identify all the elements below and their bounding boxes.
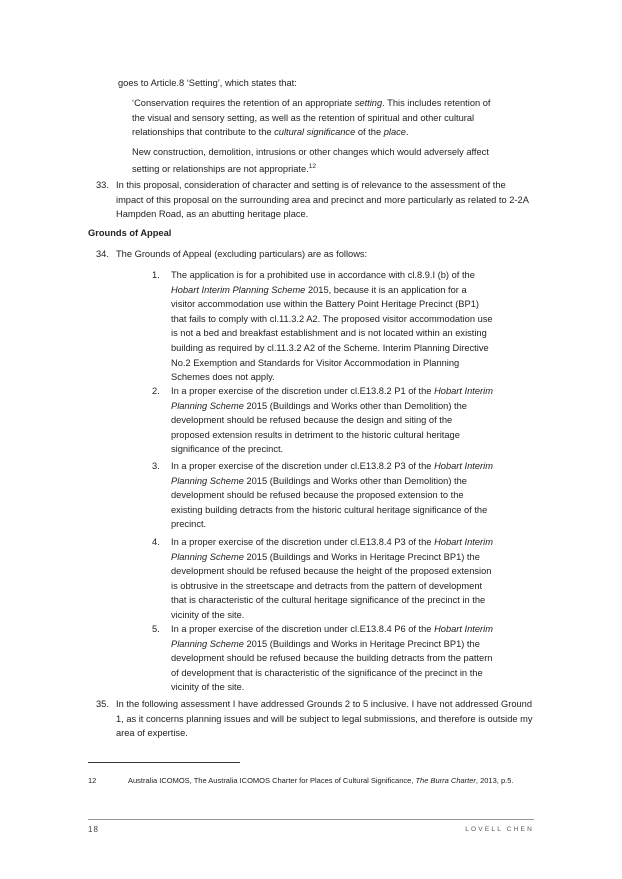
ground-2-text-b: 2015 (Buildings and Works other than Demolition) the development should be refused because the design and siting of the proposed extension results in detriment to the historic cultural heritage significance of the precinct.	[171, 400, 467, 455]
ground-1-scheme-name: Hobart Interim Planning Scheme	[171, 284, 306, 295]
quote-paragraph-1	[132, 96, 500, 140]
para-33-number: 33.	[96, 180, 109, 190]
ground-1-text-b: 2015, because it is an application for a visitor accommodation use within the Battery Point Heritage Precinct (BP1) that fails to comply with cl.11.3.2 A2. The proposed visitor accommodation use is not a bed and breakfast establishment and is not located within an existing building as required by cl.11.3.2 A2 of the Scheme. Interim Planning Directive No.2 Exemption and Standards for Visitor Accommodation in Planning Schemes does not apply.	[171, 284, 493, 383]
quote1-pre: ‘Conservation requires the retention of an appropriate	[132, 98, 355, 108]
ground-4-scheme-name: Hobart Interim Planning Scheme	[171, 537, 493, 562]
para-35-number: 35.	[96, 699, 109, 709]
ground-5-number: 5.	[152, 624, 160, 634]
ground-1-number: 1.	[152, 270, 160, 280]
intro-text: goes to Article.8 ‘Setting’, which states that:	[118, 78, 297, 88]
quote1-em-place: place	[383, 127, 406, 138]
ground-3-text	[171, 459, 493, 532]
footer-divider	[88, 819, 534, 820]
footnote-text-post: , 2013, p.5.	[475, 776, 514, 785]
ground-2-text	[171, 384, 493, 457]
quote1-mid: . This includes retention of the visual and sensory setting, as well as the retention of spiritual and other cultural relationships that contribute to the	[132, 98, 491, 138]
ground-3-text-b: 2015 (Buildings and Works other than Demolition) the development should be refused because the proposed extension to the existing building detracts from the historic cultural heritage significance of the precinct.	[171, 475, 488, 530]
footnote-number: 12	[88, 776, 97, 785]
brand-name: LOVELL CHEN	[465, 826, 534, 833]
footnote-reference: 12	[308, 162, 316, 170]
quote-paragraph-2	[132, 145, 492, 176]
quote1-mid2: of the	[355, 127, 384, 138]
footnote-divider	[88, 762, 240, 763]
ground-2-number: 2.	[152, 386, 160, 396]
ground-2-text-a: In a proper exercise of the discretion under cl.E13.8.2 P1 of the	[171, 386, 435, 396]
footnote-text-pre: Australia ICOMOS, The Australia ICOMOS Charter for Places of Cultural Significance,	[128, 776, 416, 785]
ground-3-number: 3.	[152, 461, 160, 471]
quote1-em-cultural-significance: cultural significance	[274, 127, 356, 138]
ground-2-scheme-name: Hobart Interim Planning Scheme	[171, 386, 493, 411]
ground-4-text-a: In a proper exercise of the discretion under cl.E13.8.4 P3 of the	[171, 537, 435, 547]
ground-4-text	[171, 535, 493, 623]
page-number: 18	[88, 825, 99, 834]
ground-5-text-b: 2015 (Buildings and Works in Heritage Precinct BP1) the development should be refused because the building detracts from the pattern of development that is characteristic of the significance of the precinct in the vicinity of the site.	[171, 638, 493, 693]
section-heading: Grounds of Appeal	[88, 228, 172, 238]
footnote-text	[128, 775, 538, 786]
quote1-post: .	[405, 127, 409, 138]
ground-3-scheme-name: Hobart Interim Planning Scheme	[171, 461, 493, 486]
ground-4-text-b: 2015 (Buildings and Works in Heritage Precinct BP1) the development should be refused because the height of the proposed extension is obtrusive in the streetscape and detracts from the pattern of development that is characteristic of the cultural heritage significance of the precinct in the vicinity of the site.	[171, 551, 492, 620]
ground-1-text	[171, 268, 493, 385]
quote2-text: New construction, demolition, intrusions or other changes which would adversely affect setting or relationships are not appropriate.	[132, 147, 489, 174]
para-34-text: The Grounds of Appeal (excluding particulars) are as follows:	[116, 249, 368, 259]
para-34-number: 34.	[96, 249, 109, 259]
ground-5-text-a: In a proper exercise of the discretion under cl.E13.8.4 P6 of the	[171, 624, 435, 634]
ground-4-number: 4.	[152, 537, 160, 547]
ground-1-text-a: The application is for a prohibited use in accordance with cl.8.9.I (b) of the	[171, 270, 475, 280]
para-35-text: In the following assessment I have addressed Grounds 2 to 5 inclusive. I have not addressed Ground 1, as it concerns planning issues and will be subject to legal submissions, and therefore is outside my area of expertise.	[116, 699, 533, 739]
ground-5-text	[171, 622, 493, 695]
ground-3-text-a: In a proper exercise of the discretion under cl.E13.8.2 P3 of the	[171, 461, 435, 471]
para-33-text: In this proposal, consideration of character and setting is of relevance to the assessment of the impact of this proposal on the surrounding area and precinct and more particularly as related to 2-2A Hampden Road, as an abutting heritage place.	[116, 180, 529, 220]
ground-5-scheme-name: Hobart Interim Planning Scheme	[171, 624, 493, 649]
footnote-burra-charter: The Burra Charter	[415, 776, 476, 785]
quote1-em-setting: setting	[354, 98, 383, 108]
